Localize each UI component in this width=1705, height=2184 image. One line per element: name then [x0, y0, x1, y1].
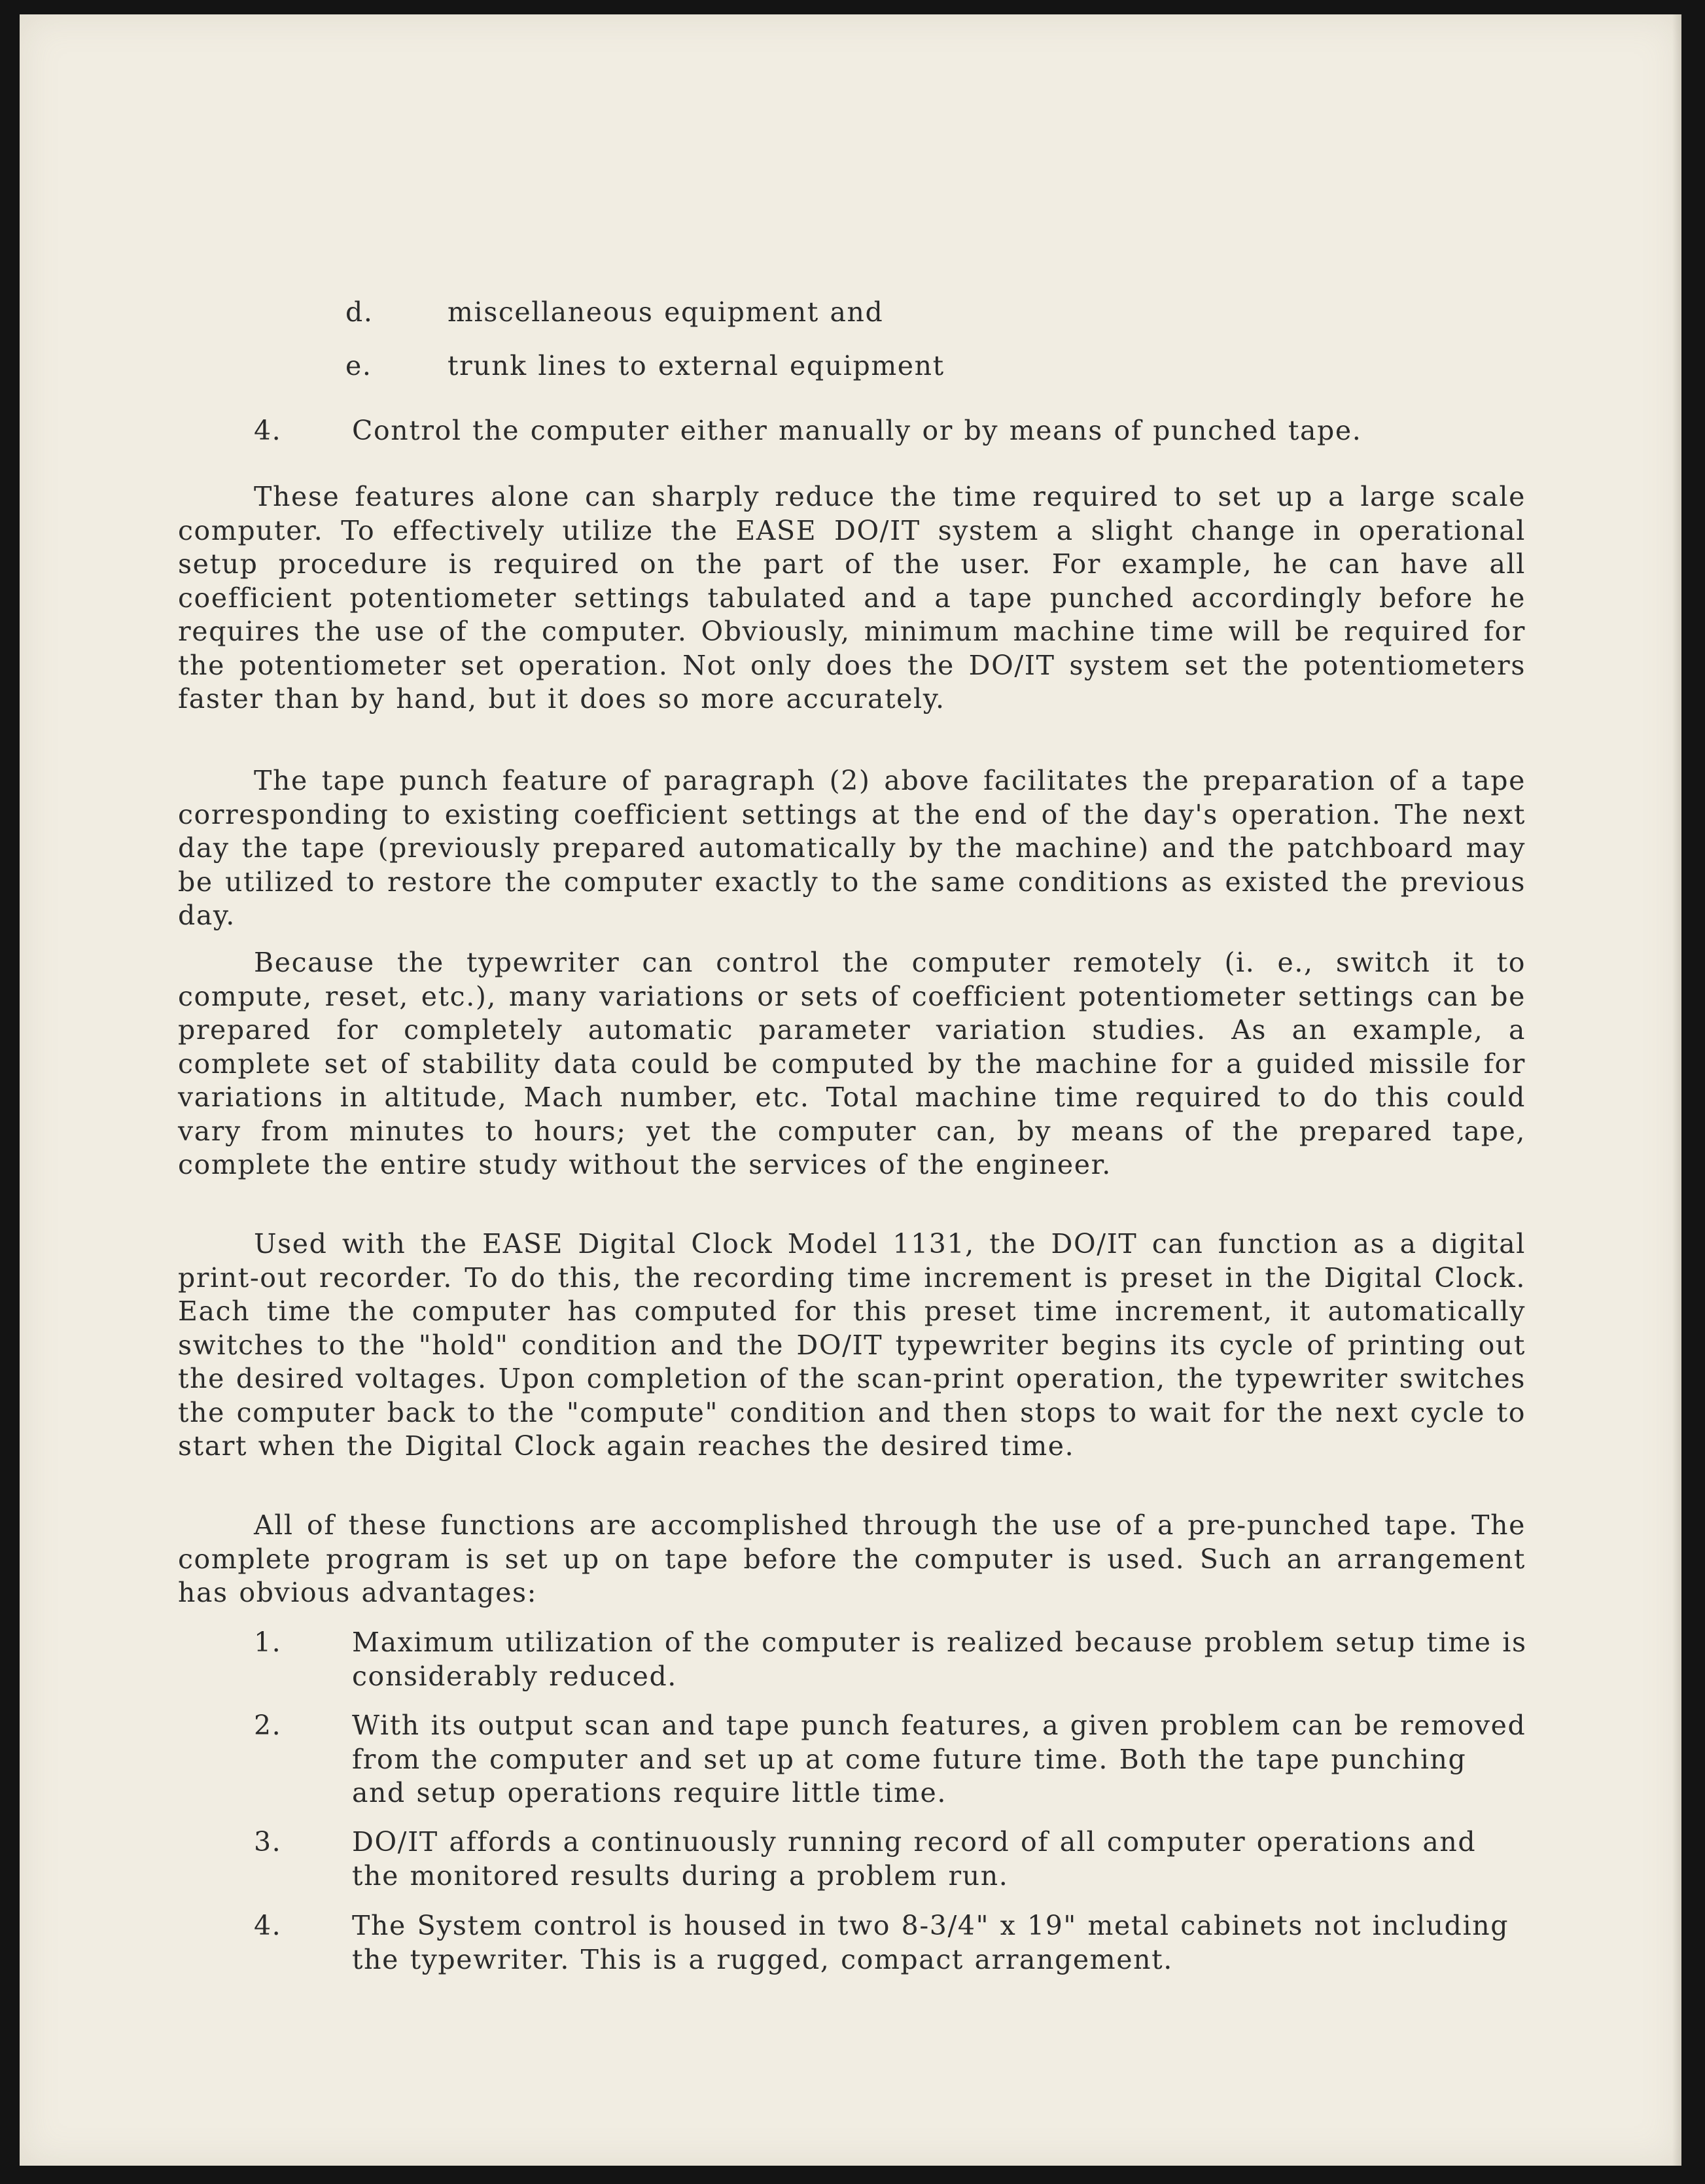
advantage-4-text: The System control is housed in two 8-3/4" x 19" metal cabinets not including the typewriter. This is a rugged, compact arrangement.	[352, 1910, 1509, 1975]
paragraph-functions: All of these functions are accomplished through the use of a pre-punched tape. The complete program is set up on tape before the computer is used. Such an arrangement has obvious advantages:	[178, 1509, 1526, 1608]
paragraph-tape-punch: The tape punch feature of paragraph (2) above facilitates the preparation of a tape corresponding to existing coefficient settings at the end of the day's operation. The next day the tape (previously prepared automatically by the machine) and the patchboard may be utilized to restore the computer exactly to the same conditions as existed the previous day.	[178, 765, 1526, 931]
step-4-text: Control the computer either manually or by means of punched tape.	[352, 415, 1362, 446]
advantage-3-text: DO/IT affords a continuously running record of all computer operations and the monitored results during a problem run.	[352, 1826, 1477, 1892]
paragraph-features: These features alone can sharply reduce the time required to set up a large scale computer. To effectively utilize the EASE DO/IT system a slight change in operational setup procedure is required on the part of the user. For example, he can have all coefficient potentiometer settings tabulated and a tape punched accordingly before he requires the use of the computer. Obviously, minimum machine time will be required for the potentiometer set operation. Not only does the DO/IT system set the potentiometers faster than by hand, but it does so more accurately.	[178, 481, 1526, 714]
advantage-2-text: With its output scan and tape punch features, a given problem can be removed from the computer and set up at come future time. Both the tape punching and setup operations require little time.	[352, 1710, 1526, 1808]
sublist-label-e: e.	[345, 350, 372, 381]
advantage-4-label: 4.	[254, 1910, 282, 1941]
paragraph-typewriter: Because the typewriter can control the computer remotely (i. e., switch it to compute, reset, etc.), many variations or sets of coefficient potentiometer settings can be prepared for completely automatic parameter variation studies. As an example, a complete set of stability data could be computed by the machine for a guided missile for variations in altitude, Mach number, etc. Total machine time required to do this could vary from minutes to hours; yet the computer can, by means of the prepared tape, complete the entire study without the services of the engineer.	[178, 947, 1526, 1180]
advantage-1-text: Maximum utilization of the computer is realized because problem setup time is considerably reduced.	[352, 1627, 1527, 1692]
sublist-label-d: d.	[345, 296, 374, 328]
advantage-3-label: 3.	[254, 1826, 282, 1858]
paragraph-digital-clock: Used with the EASE Digital Clock Model 1131, the DO/IT can function as a digital print-out recorder. To do this, the recording time increment is preset in the Digital Clock. Each time the computer has computed for this preset time increment, it automatically switches to the "hold" condition and the DO/IT typewriter begins its cycle of printing out the desired voltages. Upon completion of the scan-print operation, the typewriter switches the computer back to the "compute" condition and then stops to wait for the next cycle to start when the Digital Clock again reaches the desired time.	[178, 1228, 1526, 1462]
sublist-text-d: miscellaneous equipment and	[448, 296, 884, 328]
page-edge-shadow	[1672, 14, 1681, 2166]
advantage-2-label: 2.	[254, 1710, 282, 1741]
step-4-label: 4.	[254, 415, 282, 446]
advantage-1-label: 1.	[254, 1627, 282, 1658]
sublist-text-e: trunk lines to external equipment	[448, 350, 945, 381]
